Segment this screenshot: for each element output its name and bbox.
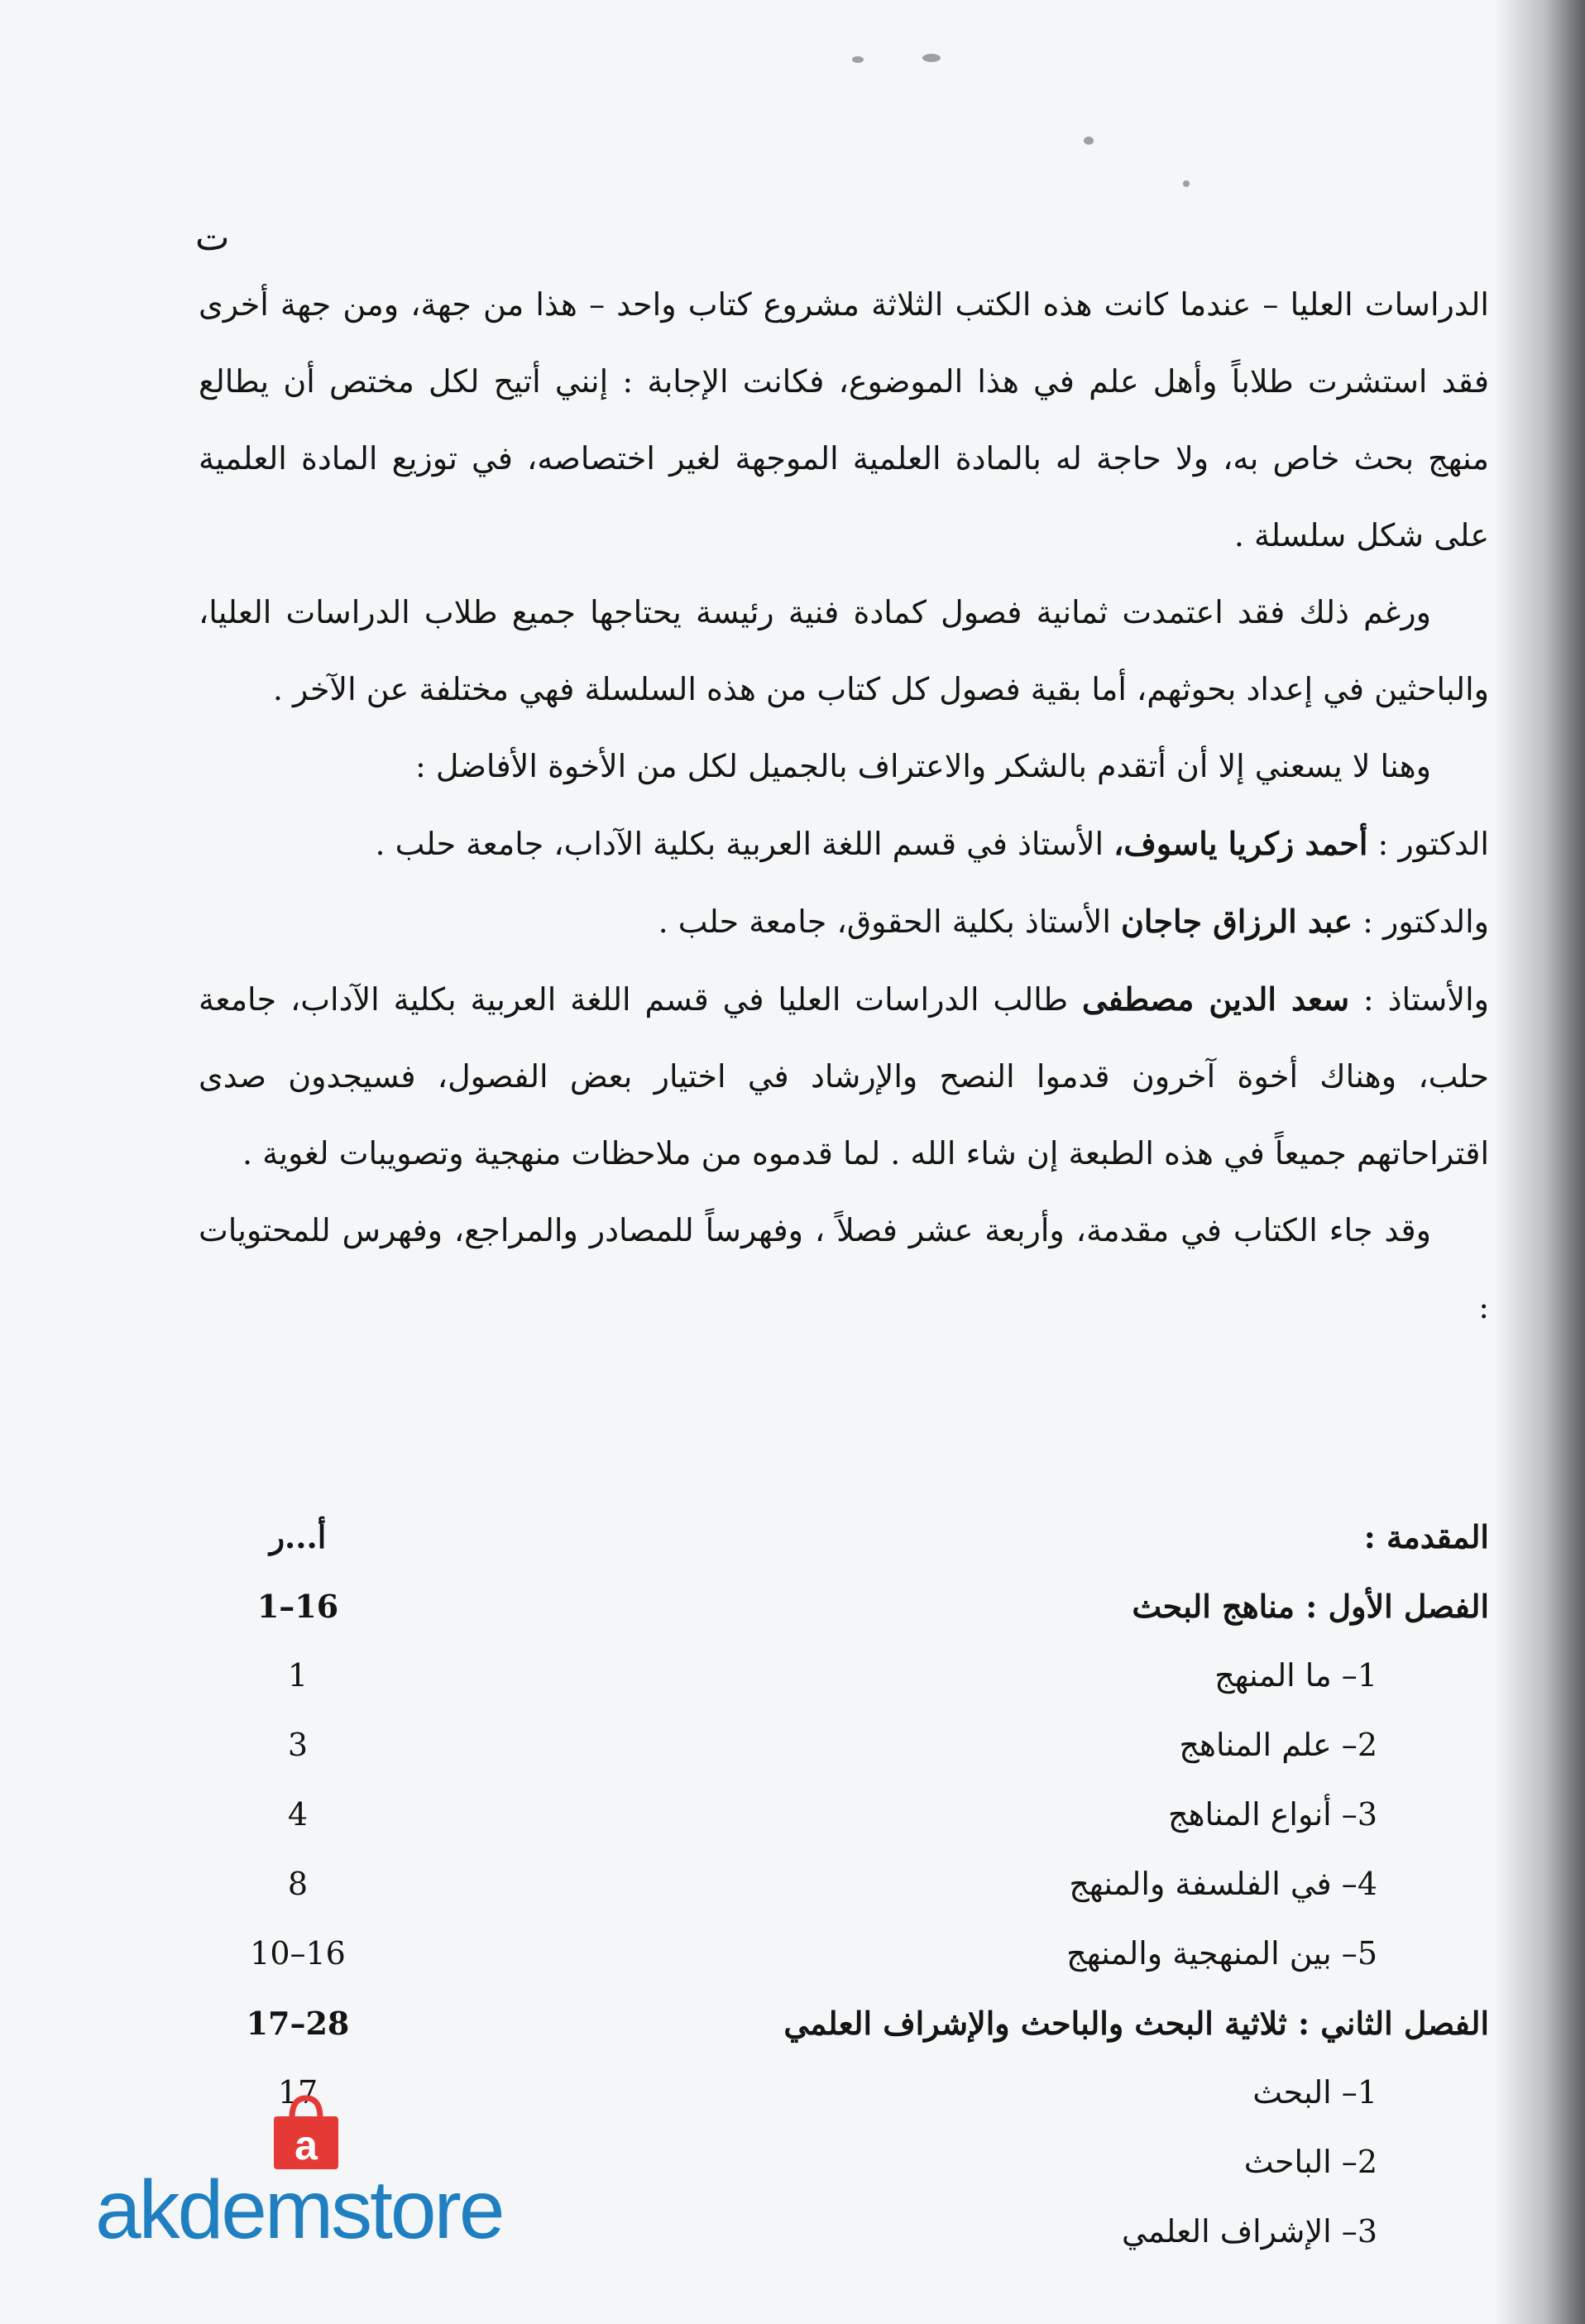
- paragraph-text: الدكتور :: [1367, 826, 1489, 862]
- paragraph-text: والدكتور :: [1353, 903, 1489, 940]
- body-paragraph: [199, 1192, 1489, 1346]
- toc-row: [236, 1919, 1489, 1988]
- toc-row: [236, 1988, 1489, 2058]
- toc-row: [236, 1780, 1489, 1849]
- body-text: [199, 266, 1489, 1346]
- paragraph-text: وهنا لا يسعني إلا أن أتقدم بالشكر والاعتراف بالجميل لكل من الأخوة الأفاضل :: [414, 748, 1431, 784]
- scan-speck: [1183, 180, 1190, 187]
- toc-section-title: 5– بين المنهجية والمنهج: [1066, 1935, 1377, 1972]
- body-paragraph: [199, 805, 1489, 883]
- shopping-bag-icon: [269, 2093, 343, 2173]
- toc-page-range: 8: [287, 1866, 309, 1902]
- toc-row: [236, 1502, 1489, 1571]
- toc-section-title: 4– في الفلسفة والمنهج: [1069, 1866, 1377, 1902]
- paragraph-text: ورغم ذلك فقد اعتمدت ثمانية فصول كمادة فنية رئيسة يحتاجها جميع طلاب الدراسات العليا، والباحثين في إعداد بحوثهم، أما بقية فصول كل كتاب من هذه السلسلة فهي مختلفة عن الآخر .: [199, 594, 1489, 707]
- paragraph-text: الدراسات العليا – عندما كانت هذه الكتب الثلاثة مشروع كتاب واحد – هذا من جهة، ومن جهة أخرى فقد استشرت طلاباً وأهل علم في هذا الموضوع، فكانت الإجابة : إنني أتيح لكل مختص أن يطالع منهج بحث خاص به، ولا حاجة له بالمادة العلمية الموجهة لغير اختصاصه، في توزيع المادة العلمية على شكل سلسلة .: [199, 286, 1489, 553]
- paragraph-text: طالب الدراسات العليا في قسم اللغة العربية بكلية الآداب، جامعة حلب، وهناك أخوة آخرون قدموا النصح والإرشاد في اختيار بعض الفصول، فسيجدون صدى اقتراحاتهم جميعاً في هذه الطبعة إن شاء الله . لما قدموه من ملاحظات منهجية وتصويبات لغوية .: [199, 981, 1489, 1172]
- logo-wordmark: akdemstore: [95, 2163, 503, 2256]
- toc-section-title: 1– ما المنهج: [1214, 1657, 1377, 1694]
- toc-page-range: 4: [287, 1796, 309, 1833]
- toc-page-range: 17–28: [246, 2004, 350, 2042]
- body-paragraph: [199, 266, 1489, 574]
- paragraph-text: والأستاذ :: [1349, 981, 1489, 1018]
- body-paragraph: [199, 728, 1489, 805]
- body-paragraph: [199, 883, 1489, 961]
- toc-row: [236, 1710, 1489, 1780]
- page-edge-shadow: [1494, 0, 1585, 2324]
- logo-bag-letter: a: [294, 2122, 318, 2168]
- body-paragraph: [199, 574, 1489, 728]
- scan-speck: [852, 56, 864, 63]
- toc-section-title: 1– البحث: [1252, 2074, 1377, 2111]
- person-name: سعد الدين مصطفى: [1081, 980, 1350, 1018]
- toc-section-title: 2– علم المناهج: [1179, 1727, 1377, 1763]
- toc-page-range: 17: [277, 2074, 318, 2111]
- toc-chapter-title: الفصل الأول : مناهج البحث: [1132, 1587, 1489, 1625]
- toc-page-range: 1–16: [256, 1587, 339, 1625]
- scan-speck: [1084, 137, 1094, 145]
- toc-page-range: 1: [287, 1657, 309, 1694]
- toc-section-title: 3– الإشراف العلمي: [1121, 2213, 1377, 2250]
- toc-row: [236, 1571, 1489, 1641]
- toc-page-range: أ...ر: [269, 1517, 327, 1555]
- page-number-letter: ت: [195, 217, 230, 259]
- paragraph-text: الأستاذ بكلية الحقوق، جامعة حلب .: [658, 903, 1121, 940]
- toc-section-title: 3– أنواع المناهج: [1167, 1796, 1377, 1833]
- person-name: عبد الرزاق جاجان: [1120, 903, 1353, 940]
- paragraph-text: وقد جاء الكتاب في مقدمة، وأربعة عشر فصلاً ، وفهرساً للمصادر والمراجع، وفهرس للمحتويات :: [199, 1212, 1489, 1325]
- paragraph-text: الأستاذ في قسم اللغة العربية بكلية الآداب، جامعة حلب .: [375, 826, 1114, 862]
- body-paragraph: [199, 961, 1489, 1192]
- store-logo: [95, 2093, 558, 2259]
- toc-chapter-title: المقدمة :: [1363, 1517, 1489, 1555]
- toc-chapter-title: الفصل الثاني : ثلاثية البحث والباحث والإشراف العلمي: [783, 2004, 1489, 2042]
- toc-row: [236, 1849, 1489, 1919]
- toc-page-range: 3: [287, 1727, 309, 1763]
- toc-page-range: 10–16: [250, 1935, 346, 1972]
- person-name: أحمد زكريا ياسوف،: [1113, 825, 1368, 862]
- toc-row: [236, 1641, 1489, 1710]
- toc-section-title: 2– الباحث: [1243, 2144, 1377, 2180]
- scan-speck: [922, 54, 941, 62]
